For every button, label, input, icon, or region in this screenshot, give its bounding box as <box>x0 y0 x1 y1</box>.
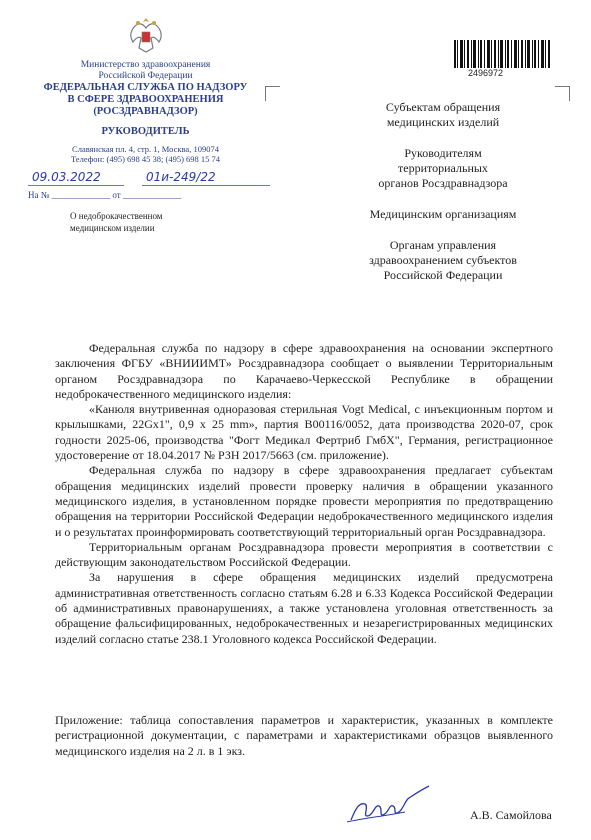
letter-body <box>55 341 553 647</box>
paragraph-notice: Федеральная служба по надзору в сфере здравоохранения на основании экспертного заключения ФГБУ «ВНИИИМТ» Росздравнадзора сообщает о выявлении Территориальным органом Росздравнадзора по Карачаево-Черкесской Республике в обращении недоброкачественного медицинского изделия: <box>55 341 553 401</box>
signer-name: А.В. Самойлова <box>470 808 552 822</box>
addressee-2-line-2: территориальных <box>398 161 488 175</box>
address-bracket-left <box>265 86 280 101</box>
subject-line-1: О недоброкачественном <box>70 211 163 221</box>
attachment-note <box>55 713 553 759</box>
reference-line: На № _____________ от _____________ <box>28 190 182 200</box>
position-title: РУКОВОДИТЕЛЬ <box>101 126 190 137</box>
handwritten-date: 09.03.2022 <box>32 170 101 184</box>
date-underline <box>28 185 124 186</box>
service-name <box>28 82 263 118</box>
addressee-2-line-3: органов Росздравнадзора <box>378 176 508 190</box>
addressee-4-line-1: Органам управления <box>389 238 497 252</box>
addressee-1-line-2: медицинских изделий <box>386 115 500 129</box>
paragraph-territorial: Территориальным органам Росздравнадзора провести мероприятия в соответствии с действующим законодательством Российской Федерации. <box>55 539 553 570</box>
subject-line <box>70 211 210 234</box>
addressee-4 <box>318 238 568 283</box>
number-underline <box>142 185 270 186</box>
paragraph-proposal: Федеральная служба по надзору в сфере здравоохранения предлагает субъектам обращения медицинских изделий провести проверку наличия в обращении указанного медицинского изделия, в установленном порядке провести мероприятия по предотвращению обращения на территории Российской Федерации недоброкачественного медицинского изделия и о результатах проинформировать соответствующий территориальный орган Росздравнадзора. <box>55 463 553 539</box>
addressee-3-line-1: Медицинским организациям <box>369 207 517 221</box>
service-line-2: В СФЕРЕ ЗДРАВООХРАНЕНИЯ <box>67 94 224 106</box>
addressee-4-line-2: здравоохранением субъектов <box>369 253 517 267</box>
service-line-1: ФЕДЕРАЛЬНАЯ СЛУЖБА ПО НАДЗОРУ <box>43 82 248 93</box>
phone-line: Телефон: (495) 698 45 38; (495) 698 15 74 <box>70 153 221 164</box>
addressee-2 <box>318 146 568 191</box>
office-address <box>28 145 263 165</box>
paragraph-device: «Канюля внутривенная одноразовая стерильная Vogt Medical, с инъекционным портом и крылышками, 22Gx1", 0,9 x 25 mm», партия В00116/0052, дата производства 2020-07, срок годности 2025-06, производства "Фогт Медикал Фертриб ГмбХ", Германия, регистрационное удостоверение от 18.04.2017 № РЗН 2017/5663 (см. приложение). <box>55 402 553 463</box>
handwritten-number: 01и-249/22 <box>146 170 216 184</box>
subject-line-2: медицинском изделии <box>70 222 155 233</box>
attachment-text: Приложение: таблица сопоставления параметров и характеристик, указанных в комплекте регистрационной документации, с параметрами и характеристиками образцов выявленного медицинского изделия на 2 л. в 1 экз. <box>55 713 553 758</box>
barcode <box>454 40 550 68</box>
addressee-4-line-3: Российской Федерации <box>383 268 503 282</box>
addressee-3 <box>318 207 568 222</box>
addressee-2-line-1: Руководителям <box>404 146 482 160</box>
ministry-line-1: Министерство здравоохранения <box>80 60 211 70</box>
handwritten-signature <box>345 782 435 826</box>
coat-of-arms-emblem <box>123 12 169 58</box>
ministry-line-2: Российской Федерации <box>98 70 193 81</box>
paragraph-liability: За нарушения в сфере обращения медицинских изделий предусмотрена административная ответственность согласно статьям 6.28 и 6.33 Кодекса Российской Федерации об административных правонарушениях, а также установлена уголовная ответственность за обращение фальсифицированных, недоброкачественных и незарегистрированных медицинских изделий согласно статье 238.1 Уголовного кодекса Российской Федерации. <box>55 570 553 646</box>
addressee-1 <box>318 100 568 130</box>
address-line: Славянская пл. 4, стр. 1, Москва, 109074 <box>72 144 219 154</box>
ministry-name <box>28 60 263 82</box>
address-bracket-right <box>555 86 570 101</box>
service-line-3: (РОСЗДРАВНАДЗОР) <box>93 106 198 118</box>
barcode-number: 2496972 <box>468 68 504 78</box>
handwritten-date-number <box>28 172 278 186</box>
addressee-1-line-1: Субъектам обращения <box>385 100 501 114</box>
